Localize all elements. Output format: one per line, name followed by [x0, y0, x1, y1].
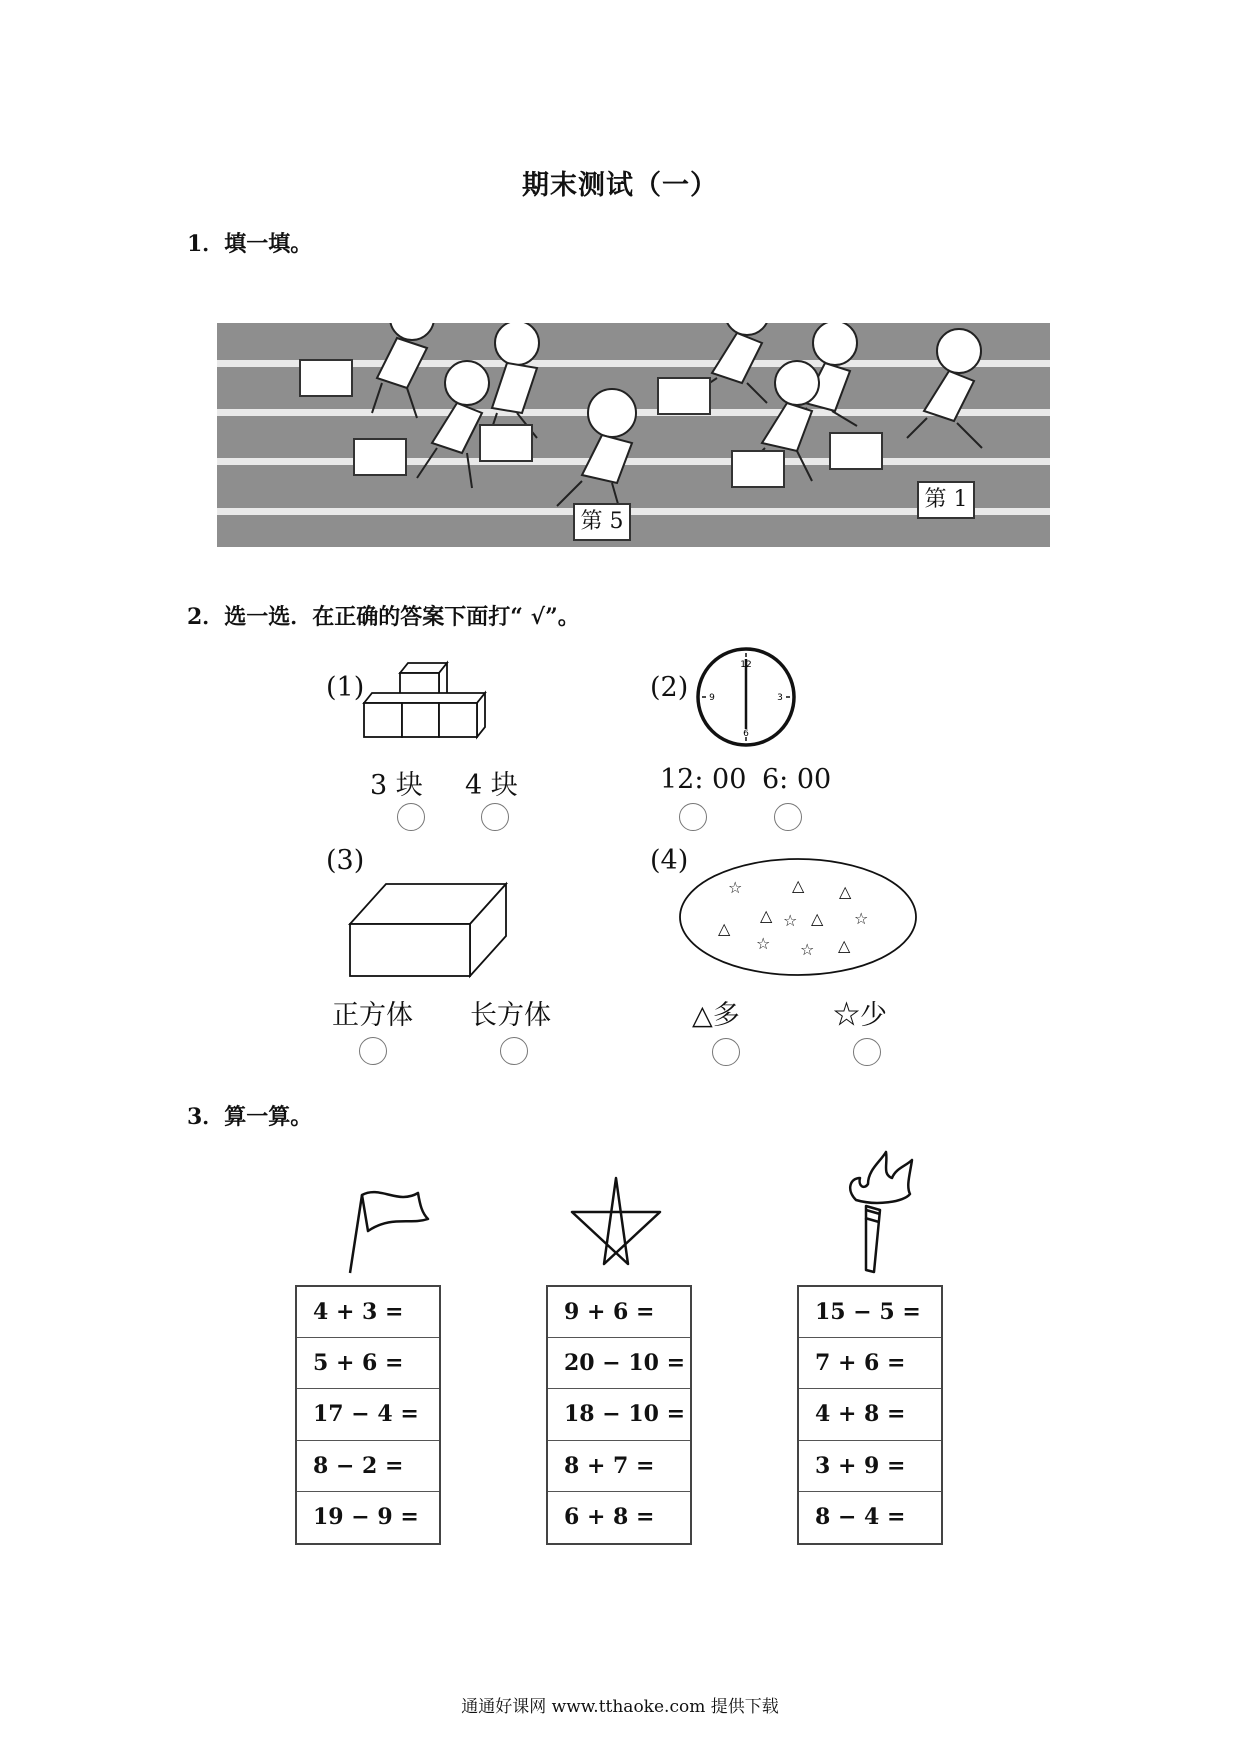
calc-problem: 4 + 8 =	[799, 1389, 941, 1440]
place-label-first: 第 1	[917, 481, 975, 519]
calc-problem: 8 + 7 =	[548, 1441, 690, 1492]
answer-box[interactable]	[829, 432, 883, 470]
runner-figure	[907, 329, 982, 448]
clock-number-6: 6	[743, 729, 749, 739]
star-icon: ☆	[756, 934, 771, 953]
flag-icon	[340, 1175, 440, 1275]
triangle-icon: △	[792, 876, 805, 895]
star-icon	[566, 1172, 666, 1272]
calc-problem: 8 − 2 =	[297, 1441, 439, 1492]
item-number-1: (1)	[326, 672, 365, 703]
calc-problem: 15 − 5 =	[799, 1287, 941, 1338]
place-label-fifth: 第 5	[573, 503, 631, 541]
star-icon: ☆	[783, 911, 798, 930]
option-more-triangles: △多	[692, 1000, 740, 1031]
question-3-heading: 3．算一算。	[187, 1104, 313, 1130]
item-number-4: (4)	[650, 845, 689, 876]
calc-problem: 6 + 8 =	[564, 1503, 655, 1530]
calc-problem: 9 + 6 =	[548, 1287, 690, 1338]
option-cuboid: 长方体	[470, 1000, 551, 1031]
clock-number-3: 3	[777, 693, 783, 703]
answer-circle[interactable]	[500, 1037, 528, 1065]
star-icon: ☆	[728, 878, 743, 897]
answer-box[interactable]	[657, 377, 711, 415]
question-1-heading: 1．填一填。	[187, 231, 313, 257]
triangle-icon: △	[838, 936, 851, 955]
option-3-blocks: 3 块	[370, 770, 423, 801]
triangle-icon: △	[811, 909, 824, 928]
calc-column-torch	[797, 1285, 943, 1545]
triangle-icon: △	[760, 906, 773, 925]
answer-circle[interactable]	[481, 803, 509, 831]
option-12-00: 12: 00	[660, 764, 747, 795]
calc-problem: 8 − 4 =	[815, 1503, 906, 1530]
option-fewer-stars: ☆少	[833, 1000, 887, 1031]
calc-problem: 18 − 10 =	[548, 1389, 690, 1440]
star-icon: ☆	[854, 909, 869, 928]
page-title: 期末测试（一）	[522, 170, 718, 201]
star-icon: ☆	[800, 940, 815, 959]
answer-circle[interactable]	[712, 1038, 740, 1066]
answer-circle[interactable]	[397, 803, 425, 831]
shapes-ellipse-figure	[676, 855, 921, 980]
clock-icon	[694, 645, 799, 750]
answer-circle[interactable]	[679, 803, 707, 831]
clock-number-9: 9	[709, 693, 715, 703]
answer-box[interactable]	[731, 450, 785, 488]
runner-figure	[557, 389, 636, 518]
calc-column-star	[546, 1285, 692, 1545]
triangle-icon: △	[839, 882, 852, 901]
calc-problem: 19 − 9 =	[313, 1503, 419, 1530]
calc-problem: 5 + 6 =	[297, 1338, 439, 1389]
triangle-icon: △	[718, 919, 731, 938]
answer-box[interactable]	[299, 359, 353, 397]
answer-box[interactable]	[353, 438, 407, 476]
answer-circle[interactable]	[853, 1038, 881, 1066]
runner-figure	[372, 323, 434, 418]
option-6-00: 6: 00	[762, 764, 832, 795]
option-4-blocks: 4 块	[465, 770, 518, 801]
answer-box[interactable]	[479, 424, 533, 462]
calc-problem: 17 − 4 =	[297, 1389, 439, 1440]
cuboid-figure	[346, 880, 516, 980]
torch-icon	[836, 1150, 926, 1275]
answer-circle[interactable]	[774, 803, 802, 831]
clock-number-12: 12	[740, 660, 752, 670]
calc-problem: 3 + 9 =	[799, 1441, 941, 1492]
option-cube: 正方体	[332, 1000, 413, 1031]
question-2-heading: 2．选一选．在正确的答案下面打“ √”。	[187, 604, 580, 630]
answer-circle[interactable]	[359, 1037, 387, 1065]
item-number-3: (3)	[326, 845, 365, 876]
calc-problem: 4 + 3 =	[297, 1287, 439, 1338]
footer-text: 通通好课网 www.tthaoke.com 提供下载	[461, 1697, 779, 1717]
item-number-2: (2)	[650, 672, 689, 703]
calc-problem: 7 + 6 =	[799, 1338, 941, 1389]
calc-column-flag	[295, 1285, 441, 1545]
running-track-illustration	[217, 323, 1050, 547]
cube-stack-figure	[360, 657, 490, 752]
calc-problem: 20 − 10 =	[548, 1338, 690, 1389]
